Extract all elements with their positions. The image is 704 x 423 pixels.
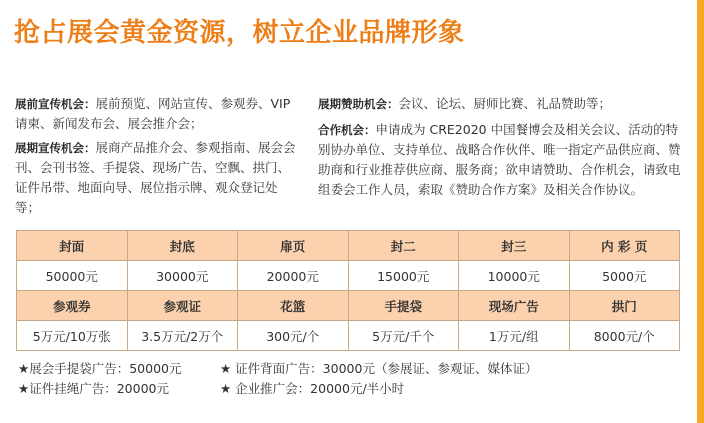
during-show-publicity [15,138,297,218]
pre-show-text: 展前预览、网站宣传、参观券、VIP 请柬、新闻发布会、展会推介会； [15,96,291,131]
table-cell: 300元/个 [238,321,349,351]
table-row [17,261,680,291]
price-table [16,230,680,351]
table-cell: 50000元 [17,261,128,291]
table-cell: 封面 [17,231,128,261]
table-cell: 扉页 [238,231,349,261]
cooperation-opportunities [318,120,690,200]
table-row [17,291,680,321]
table-cell: 拱门 [569,291,680,321]
table-cell: 15000元 [348,261,459,291]
table-cell: 参观证 [127,291,238,321]
table-row [17,231,680,261]
table-cell: 花篮 [238,291,349,321]
table-cell: 8000元/个 [569,321,680,351]
pre-show-publicity [15,94,297,134]
table-cell: 内 彩 页 [569,231,680,261]
note-item: ★ 企业推广会：20000元/半小时 [220,381,405,396]
table-cell: 20000元 [238,261,349,291]
sponsor-text: 会议、论坛、厨师比赛、礼品赞助等； [398,96,612,111]
table-cell: 3.5万元/2万个 [127,321,238,351]
table-cell: 5万元/10万张 [17,321,128,351]
table-cell: 封三 [459,231,570,261]
pre-show-label: 展前宣传机会： [15,97,96,111]
note-item: ★展会手提袋广告：50000元 [18,361,182,376]
note-item: ★ 证件背面广告：30000元（参展证、参观证、媒体证） [220,361,538,376]
table-cell: 5000元 [569,261,680,291]
table-cell: 5万元/千个 [348,321,459,351]
sponsor-label: 展期赞助机会： [318,97,399,111]
table-cell: 手提袋 [348,291,459,321]
during-show-text: 展商产品推介会、参观指南、展会会刊、会刊书签、手提袋、现场广告、空飘、拱门、证件吊带、地面向导、展位指示牌、观众登记处等； [15,140,296,215]
accent-bar [697,0,704,423]
cooperation-text: 申请成为 CRE2020 中国餐博会及相关会议、活动的特别协办单位、支持单位、战略合作伙伴、唯一指定产品供应商、赞助商和行业推荐供应商、服务商；欲申请赞助、合作机会，请致电组委会工作人员，索取《赞助合作方案》及相关合作协议。 [318,122,681,197]
table-cell: 参观券 [17,291,128,321]
table-row [17,321,680,351]
table-cell: 封二 [348,231,459,261]
table-cell: 封底 [127,231,238,261]
during-show-label: 展期宣传机会： [15,141,96,155]
table-cell: 1万元/组 [459,321,570,351]
note-item: ★证件挂绳广告：20000元 [18,381,169,396]
table-cell: 10000元 [459,261,570,291]
table-cell: 现场广告 [459,291,570,321]
table-cell: 30000元 [127,261,238,291]
cooperation-label: 合作机会： [318,123,376,137]
sponsorship-opportunities [318,94,690,114]
page-headline: 抢占展会黄金资源，树立企业品牌形象 [14,18,465,48]
